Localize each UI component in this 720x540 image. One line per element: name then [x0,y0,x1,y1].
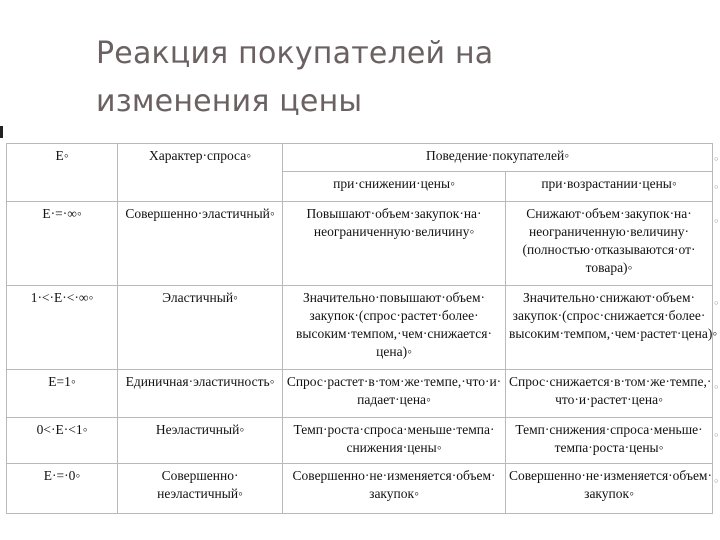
left-edge-mark [0,126,3,138]
header-price-up: при·возрастании·цены◦ [506,172,713,202]
edge-mark: ◦ [713,297,720,310]
cell-e: E=1◦ [7,370,118,418]
table-row [7,286,713,370]
cell-type: Единичная·эластичность◦ [118,370,283,418]
cell-e: 0<·E·<1◦ [7,418,118,464]
cell-up: Совершенно·не·изменяется·объем· закупок◦ [506,464,713,514]
slide-title-line-2: изменения цены [96,84,363,119]
header-e: E◦ [7,144,118,202]
cell-e: E·=·0◦ [7,464,118,514]
edge-mark: ◦ [713,381,720,394]
slide-title [96,30,616,126]
cell-down: Совершенно·не·изменяется·объем· закупок◦ [283,464,506,514]
cell-up: Значительно·снижают·объем· закупок·(спрос·снижается·более· высоким·темпом,·чем·растет·цена)◦ [506,286,713,370]
edge-mark: ◦ [713,215,720,228]
cell-type: Совершенно· неэластичный◦ [118,464,283,514]
cell-down: Спрос·растет·в·том·же·темпе,·что·и· падает·цена◦ [283,370,506,418]
table-row [7,370,713,418]
table-row [7,464,713,514]
header-behavior: Поведение·покупателей◦ [283,144,713,172]
cell-type: Неэластичный◦ [118,418,283,464]
table-header-row [7,144,713,172]
cell-down: Значительно·повышают·объем· закупок·(спрос·растет·более· высоким·темпом,·чем·снижается· цена)◦ [283,286,506,370]
cell-up: Снижают·объем·закупок·на· неограниченную·величину· (полностью·отказываются·от· товара)◦ [506,202,713,286]
table-row [7,418,713,464]
cell-e: 1·<·E·<·∞◦ [7,286,118,370]
header-price-down: при·снижении·цены◦ [283,172,506,202]
cell-type: Совершенно·эластичный◦ [118,202,283,286]
edge-mark: ◦ [713,475,720,488]
edge-mark: ◦ [713,429,720,442]
table-row [7,202,713,286]
cell-down: Повышают·объем·закупок·на· неограниченную·величину◦ [283,202,506,286]
cell-up: Темп·снижения·спроса·меньше· темпа·роста·цены◦ [506,418,713,464]
cell-type: Эластичный◦ [118,286,283,370]
header-demand-type: Характер·спроса◦ [118,144,283,202]
cell-up: Спрос·снижается·в·том·же·темпе,· что·и·растет·цена◦ [506,370,713,418]
edge-mark: ◦ [713,153,720,166]
edge-mark: ◦ [713,181,720,194]
slide-title-line-1: Реакция покупателей на [96,36,494,71]
elasticity-table [6,143,718,514]
cell-e: E·=·∞◦ [7,202,118,286]
cell-down: Темп·роста·спроса·меньше·темпа· снижения·цены◦ [283,418,506,464]
